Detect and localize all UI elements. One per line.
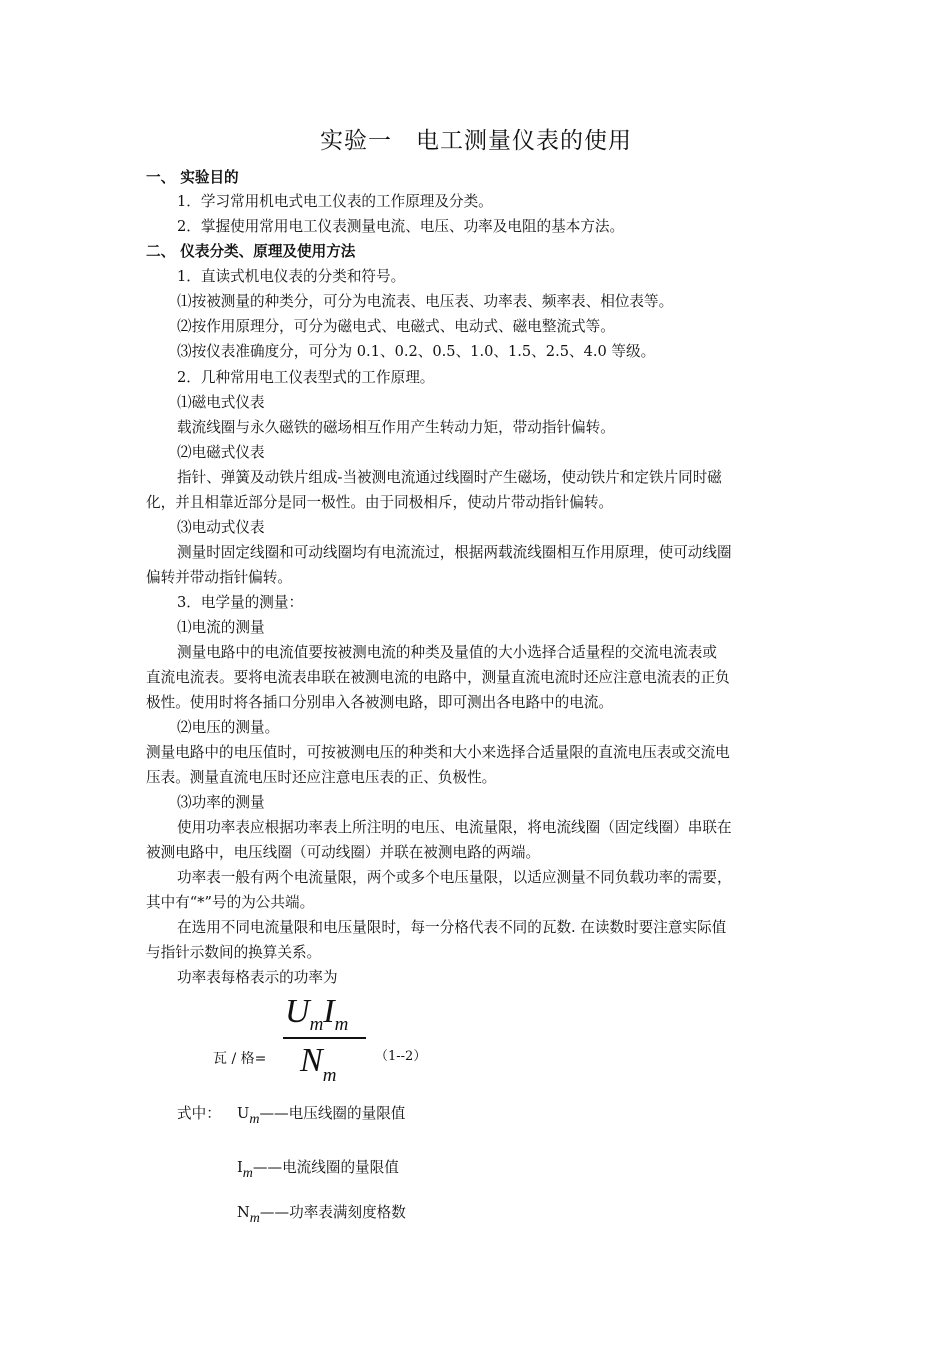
page-title: 实验一 电工测量仪表的使用: [320, 128, 632, 154]
formula-lhs: 瓦 / 格=: [213, 1051, 267, 1067]
legend-n-symbol: N: [237, 1204, 250, 1221]
paragraph-line: ⑴按被测量的种类分，可分为电流表、电压表、功率表、频率表、相位表等。: [177, 293, 674, 310]
subscript-m: m: [309, 1014, 324, 1035]
paragraph-line: 测量电路中的电流值要按被测电流的种类及量值的大小选择合适量程的交流电流表或: [177, 644, 717, 661]
paragraph-line: 功率表每格表示的功率为: [177, 969, 338, 986]
paragraph-line: 使用功率表应根据功率表上所注明的电压、电流量限，将电流线圈（固定线圈）串联在: [177, 819, 732, 836]
paragraph-line: ⑵按作用原理分，可分为磁电式、电磁式、电动式、磁电整流式等。: [177, 318, 615, 335]
paragraph-line: 指针、弹簧及动铁片组成-当被测电流通过线圈时产生磁场，使动铁片和定铁片同时磁: [177, 469, 722, 486]
paragraph-line: 直流电流表。要将电流表串联在被测电流的电路中，测量直流电流时还应注意电流表的正负: [146, 669, 730, 686]
paragraph-line: ⑴磁电式仪表: [177, 394, 265, 411]
legend-u-desc: ——电压线圈的量限值: [259, 1105, 406, 1122]
paragraph-line: 载流线圈与永久磁铁的磁场相互作用产生转动力矩，带动指针偏转。: [177, 419, 615, 436]
legend-i-desc: ——电流线圈的量限值: [252, 1159, 399, 1176]
legend-i-subscript: m: [242, 1166, 253, 1181]
paragraph-line: 与指针示数间的换算关系。: [146, 944, 322, 961]
paragraph-line: 测量时固定线圈和可动线圈均有电流流过，根据两载流线圈相互作用原理，使可动线圈: [177, 544, 732, 561]
legend-i-symbol: I: [237, 1159, 243, 1176]
formula-numerator: [285, 992, 348, 1037]
symbol-u: U: [285, 993, 310, 1030]
section-heading-purpose: 一、 实验目的: [146, 169, 239, 186]
symbol-n: N: [300, 1042, 323, 1079]
paragraph-line: 被测电路中，电压线圈（可动线圈）并联在被测电路的两端。: [146, 844, 541, 861]
paragraph-line: 极性。使用时将各插口分别串入各被测电路，即可测出各电路中的电流。: [146, 694, 614, 711]
section-heading-classification: 二、 仪表分类、原理及使用方法: [146, 243, 356, 260]
legend-u: [237, 1102, 405, 1127]
legend-n: [237, 1201, 406, 1226]
legend-n-desc: ——功率表满刻度格数: [259, 1204, 406, 1221]
paragraph-line: ⑶按仪表准确度分，可分为 0.1、0.2、0.5、1.0、1.5、2.5、4.0 等级。: [177, 343, 656, 360]
paragraph-line: 功率表一般有两个电流量限，两个或多个电压量限，以适应测量不同负载功率的需要，: [177, 869, 732, 886]
paragraph-line: 压表。测量直流电压时还应注意电压表的正、负极性。: [146, 769, 497, 786]
purpose-item-2: 2．掌握使用常用电工仪表测量电流、电压、功率及电阻的基本方法。: [177, 218, 625, 235]
legend-u-subscript: m: [249, 1112, 260, 1127]
formula-denominator: [300, 1041, 336, 1086]
purpose-item-1: 1．学习常用机电式电工仪表的工作原理及分类。: [177, 193, 493, 210]
paragraph-line: 在选用不同电流量限和电压量限时，每一分格代表不同的瓦数. 在读数时要注意实际值: [177, 919, 727, 936]
legend-n-subscript: m: [249, 1211, 260, 1226]
paragraph-line: 1．直读式机电仪表的分类和符号。: [177, 268, 406, 285]
symbol-i: I: [323, 993, 335, 1030]
legend-prefix: 式中：: [177, 1105, 221, 1122]
paragraph-line: ⑵电磁式仪表: [177, 444, 265, 461]
paragraph-line: ⑶功率的测量: [177, 794, 265, 811]
paragraph-line: 化，并且相靠近部分是同一极性。由于同极相斥，使动片带动指针偏转。: [146, 494, 614, 511]
paragraph-line: ⑵电压的测量。: [177, 719, 280, 736]
fraction-bar: [283, 1037, 366, 1039]
legend-i: [237, 1156, 399, 1181]
paragraph-line: ⑶电动式仪表: [177, 519, 265, 536]
paragraph-line: 其中有“*”号的为公共端。: [146, 894, 315, 911]
paragraph-line: 3．电学量的测量：: [177, 594, 304, 611]
subscript-m: m: [334, 1014, 349, 1035]
equation-number: （1--2）: [375, 1049, 427, 1064]
subscript-m: m: [322, 1065, 337, 1086]
paragraph-line: 偏转并带动指针偏转。: [146, 569, 292, 586]
legend-u-symbol: U: [237, 1105, 250, 1122]
paragraph-line: 测量电路中的电压值时，可按被测电压的种类和大小来选择合适量限的直流电压表或交流电: [146, 744, 730, 761]
paragraph-line: 2．几种常用电工仪表型式的工作原理。: [177, 369, 435, 386]
paragraph-line: ⑴电流的测量: [177, 619, 265, 636]
